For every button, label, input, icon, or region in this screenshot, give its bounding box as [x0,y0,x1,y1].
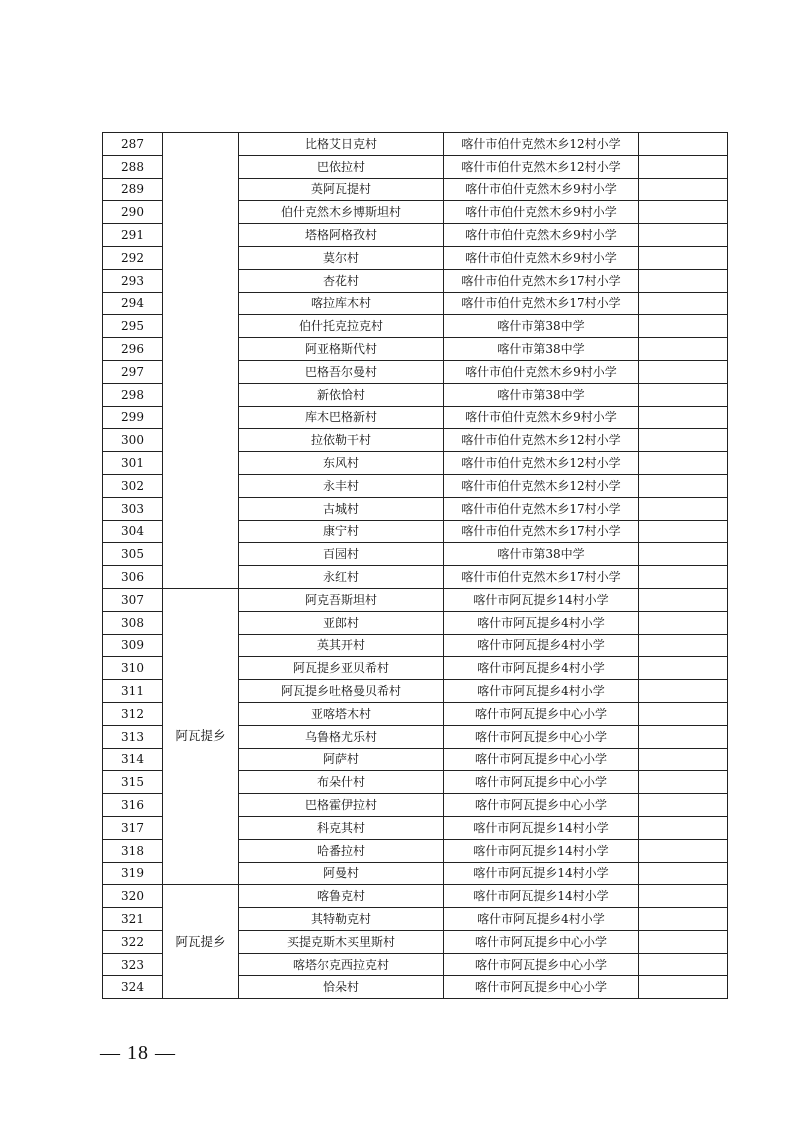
village-cell: 恰朵村 [239,976,444,999]
village-cell: 买提克斯木买里斯村 [239,930,444,953]
village-cell: 伯什托克拉克村 [239,315,444,338]
village-cell: 伯什克然木乡博斯坦村 [239,201,444,224]
school-cell: 喀什市阿瓦提乡4村小学 [444,680,639,703]
village-cell: 康宁村 [239,520,444,543]
school-cell: 喀什市阿瓦提乡中心小学 [444,771,639,794]
township-cell: 阿瓦提乡 [163,885,239,999]
school-cell: 喀什市阿瓦提乡中心小学 [444,953,639,976]
remark-cell [639,748,728,771]
school-cell: 喀什市伯什克然木乡12村小学 [444,155,639,178]
school-cell: 喀什市阿瓦提乡4村小学 [444,657,639,680]
remark-cell [639,611,728,634]
village-cell: 拉依勒干村 [239,429,444,452]
remark-cell [639,224,728,247]
remark-cell [639,133,728,156]
remark-cell [639,269,728,292]
school-cell: 喀什市阿瓦提乡14村小学 [444,816,639,839]
village-cell: 库木巴格新村 [239,406,444,429]
school-cell: 喀什市伯什克然木乡17村小学 [444,269,639,292]
village-cell: 阿克吾斯坦村 [239,588,444,611]
school-cell: 喀什市阿瓦提乡4村小学 [444,634,639,657]
row-number: 303 [103,497,163,520]
village-cell: 永红村 [239,566,444,589]
row-number: 321 [103,908,163,931]
village-cell: 巴格吾尔曼村 [239,360,444,383]
school-cell: 喀什市阿瓦提乡14村小学 [444,839,639,862]
school-cell: 喀什市伯什克然木乡12村小学 [444,474,639,497]
village-cell: 杏花村 [239,269,444,292]
remark-cell [639,497,728,520]
row-number: 319 [103,862,163,885]
remark-cell [639,383,728,406]
village-cell: 其特勒克村 [239,908,444,931]
row-number: 310 [103,657,163,680]
village-cell: 阿亚格斯代村 [239,338,444,361]
row-number: 309 [103,634,163,657]
remark-cell [639,338,728,361]
township-cell [163,133,239,589]
row-number: 317 [103,816,163,839]
school-cell: 喀什市阿瓦提乡中心小学 [444,725,639,748]
row-number: 324 [103,976,163,999]
village-cell: 乌鲁格尤乐村 [239,725,444,748]
remark-cell [639,885,728,908]
school-cell: 喀什市阿瓦提乡4村小学 [444,611,639,634]
row-number: 289 [103,178,163,201]
remark-cell [639,588,728,611]
remark-cell [639,360,728,383]
remark-cell [639,246,728,269]
remark-cell [639,634,728,657]
school-cell: 喀什市第38中学 [444,315,639,338]
school-cell: 喀什市伯什克然木乡9村小学 [444,360,639,383]
table-row [103,885,728,908]
remark-cell [639,908,728,931]
row-number: 318 [103,839,163,862]
village-cell: 哈番拉村 [239,839,444,862]
school-cell: 喀什市阿瓦提乡中心小学 [444,702,639,725]
remark-cell [639,566,728,589]
row-number: 306 [103,566,163,589]
row-number: 298 [103,383,163,406]
village-cell: 阿萨村 [239,748,444,771]
village-cell: 喀拉库木村 [239,292,444,315]
school-cell: 喀什市伯什克然木乡12村小学 [444,452,639,475]
school-cell: 喀什市伯什克然木乡17村小学 [444,520,639,543]
school-cell: 喀什市阿瓦提乡14村小学 [444,862,639,885]
remark-cell [639,953,728,976]
remark-cell [639,474,728,497]
row-number: 297 [103,360,163,383]
remark-cell [639,839,728,862]
school-cell: 喀什市第38中学 [444,543,639,566]
remark-cell [639,155,728,178]
remark-cell [639,862,728,885]
school-cell: 喀什市伯什克然木乡9村小学 [444,224,639,247]
row-number: 311 [103,680,163,703]
village-cell: 巴依拉村 [239,155,444,178]
row-number: 315 [103,771,163,794]
remark-cell [639,657,728,680]
village-cell: 巴格霍伊拉村 [239,794,444,817]
remark-cell [639,771,728,794]
school-cell: 喀什市伯什克然木乡9村小学 [444,201,639,224]
remark-cell [639,201,728,224]
remark-cell [639,178,728,201]
remark-cell [639,452,728,475]
village-cell: 古城村 [239,497,444,520]
row-number: 308 [103,611,163,634]
row-number: 304 [103,520,163,543]
row-number: 313 [103,725,163,748]
row-number: 290 [103,201,163,224]
school-cell: 喀什市伯什克然木乡12村小学 [444,429,639,452]
row-number: 305 [103,543,163,566]
remark-cell [639,702,728,725]
school-cell: 喀什市伯什克然木乡9村小学 [444,178,639,201]
village-cell: 莫尔村 [239,246,444,269]
village-cell: 阿曼村 [239,862,444,885]
row-number: 301 [103,452,163,475]
row-number: 292 [103,246,163,269]
school-cell: 喀什市阿瓦提乡14村小学 [444,885,639,908]
row-number: 291 [103,224,163,247]
village-cell: 布朵什村 [239,771,444,794]
row-number: 323 [103,953,163,976]
school-cell: 喀什市伯什克然木乡17村小学 [444,497,639,520]
village-cell: 亚郎村 [239,611,444,634]
school-cell: 喀什市第38中学 [444,338,639,361]
village-school-table [102,132,728,999]
school-cell: 喀什市阿瓦提乡4村小学 [444,908,639,931]
remark-cell [639,406,728,429]
row-number: 316 [103,794,163,817]
village-cell: 新依恰村 [239,383,444,406]
remark-cell [639,816,728,839]
school-cell: 喀什市阿瓦提乡中心小学 [444,794,639,817]
village-cell: 阿瓦提乡亚贝希村 [239,657,444,680]
table-row [103,588,728,611]
village-cell: 喀塔尔克西拉克村 [239,953,444,976]
village-cell: 比格艾日克村 [239,133,444,156]
remark-cell [639,794,728,817]
remark-cell [639,976,728,999]
remark-cell [639,543,728,566]
remark-cell [639,725,728,748]
village-cell: 科克其村 [239,816,444,839]
row-number: 299 [103,406,163,429]
school-cell: 喀什市伯什克然木乡9村小学 [444,246,639,269]
table-row [103,133,728,156]
row-number: 287 [103,133,163,156]
school-cell: 喀什市伯什克然木乡17村小学 [444,292,639,315]
village-cell: 塔格阿格孜村 [239,224,444,247]
remark-cell [639,930,728,953]
village-cell: 英其开村 [239,634,444,657]
row-number: 294 [103,292,163,315]
row-number: 320 [103,885,163,908]
school-cell: 喀什市伯什克然木乡12村小学 [444,133,639,156]
village-cell: 百园村 [239,543,444,566]
school-cell: 喀什市阿瓦提乡中心小学 [444,930,639,953]
remark-cell [639,680,728,703]
remark-cell [639,315,728,338]
school-cell: 喀什市伯什克然木乡17村小学 [444,566,639,589]
remark-cell [639,429,728,452]
row-number: 322 [103,930,163,953]
row-number: 293 [103,269,163,292]
row-number: 288 [103,155,163,178]
school-cell: 喀什市第38中学 [444,383,639,406]
page-number: — 18 — [100,1042,176,1064]
township-cell: 阿瓦提乡 [163,588,239,884]
village-cell: 阿瓦提乡吐格曼贝希村 [239,680,444,703]
row-number: 300 [103,429,163,452]
school-cell: 喀什市阿瓦提乡中心小学 [444,748,639,771]
village-cell: 永丰村 [239,474,444,497]
school-cell: 喀什市阿瓦提乡中心小学 [444,976,639,999]
row-number: 314 [103,748,163,771]
school-cell: 喀什市伯什克然木乡9村小学 [444,406,639,429]
village-cell: 喀鲁克村 [239,885,444,908]
school-cell: 喀什市阿瓦提乡14村小学 [444,588,639,611]
row-number: 296 [103,338,163,361]
village-cell: 东风村 [239,452,444,475]
row-number: 312 [103,702,163,725]
remark-cell [639,520,728,543]
village-cell: 亚喀塔木村 [239,702,444,725]
row-number: 302 [103,474,163,497]
row-number: 307 [103,588,163,611]
village-cell: 英阿瓦提村 [239,178,444,201]
remark-cell [639,292,728,315]
row-number: 295 [103,315,163,338]
